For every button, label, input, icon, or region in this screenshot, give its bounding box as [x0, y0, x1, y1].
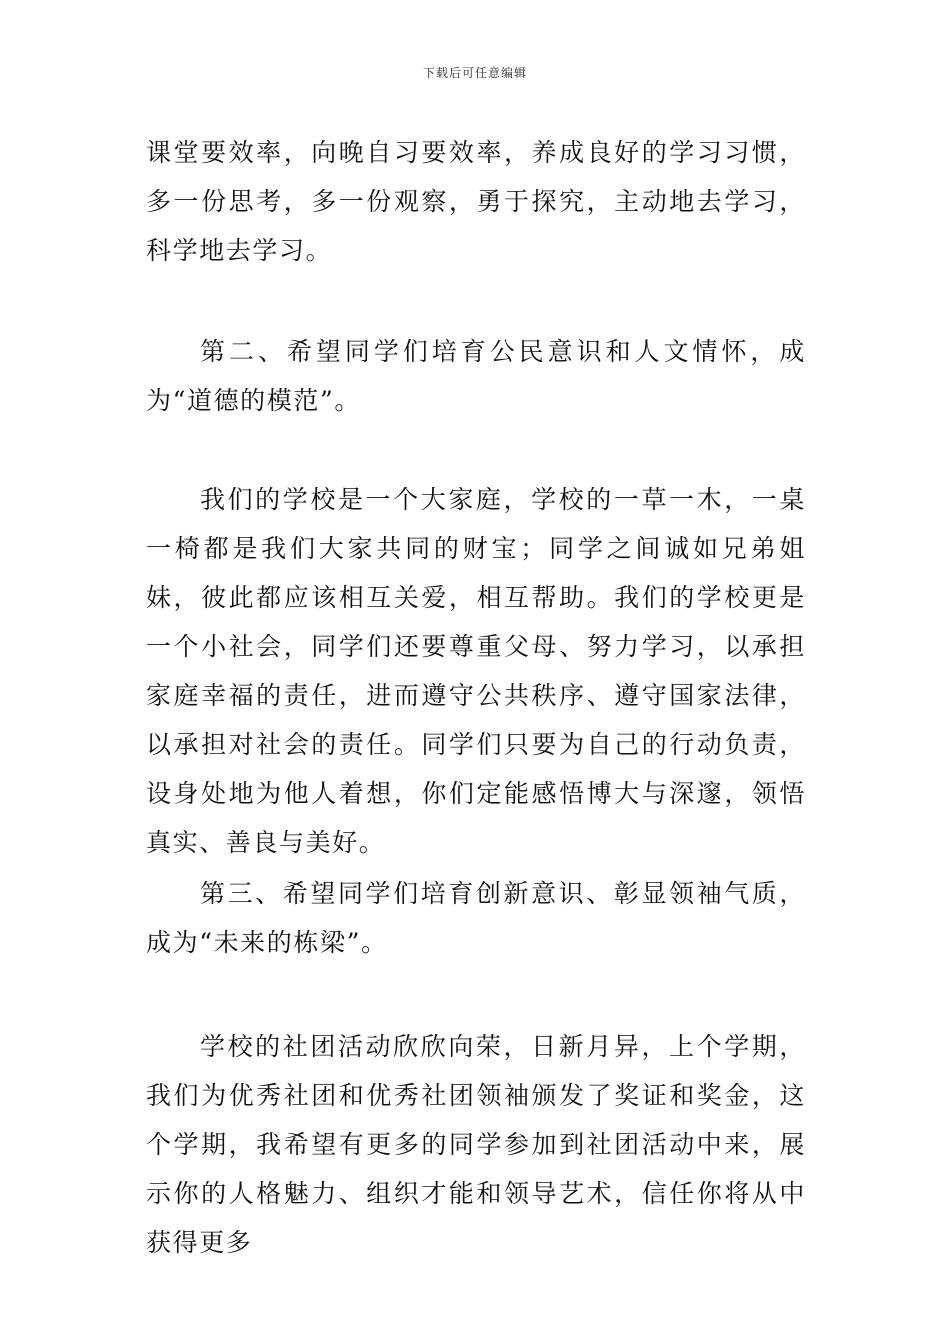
paragraph-study-efficiency: 课堂要效率，向晚自习要效率，养成良好的学习习惯，多一份思考，多一份观察，勇于探究，主动地去学习，科学地去学习。: [146, 138, 806, 265]
header-note: 下载后可任意编辑: [422, 66, 527, 80]
paragraph-second-hope: 第二、希望同学们培育公民意识和人文情怀，成为“道德的模范”。: [146, 337, 806, 415]
paragraph-school-family: 我们的学校是一个大家庭，学校的一草一木，一桌一椅都是我们大家共同的财宝；同学之间诚如兄弟姐妹，彼此都应该相互关爱，相互帮助。我们的学校更是一个小社会，同学们还要尊重父母、努力学习，以承担家庭幸福的责任，进而遵守公共秩序、遵守国家法律，以承担对社会的责任。同学们只要为自己的行动负责，设身处地为他人着想，你们定能感悟博大与深邃，领悟真实、善良与美好。: [146, 485, 806, 857]
paragraph-third-hope: 第三、希望同学们培育创新意识、彰显领袖气质，成为“未来的栋梁”。: [146, 879, 806, 957]
paragraph-club-activities: 学校的社团活动欣欣向荣，日新月异，上个学期，我们为优秀社团和优秀社团领袖颁发了奖证和奖金，这个学期，我希望有更多的同学参加到社团活动中来，展示你的人格魅力、组织才能和领导艺术，信任你将从中获得更多: [146, 1032, 806, 1257]
